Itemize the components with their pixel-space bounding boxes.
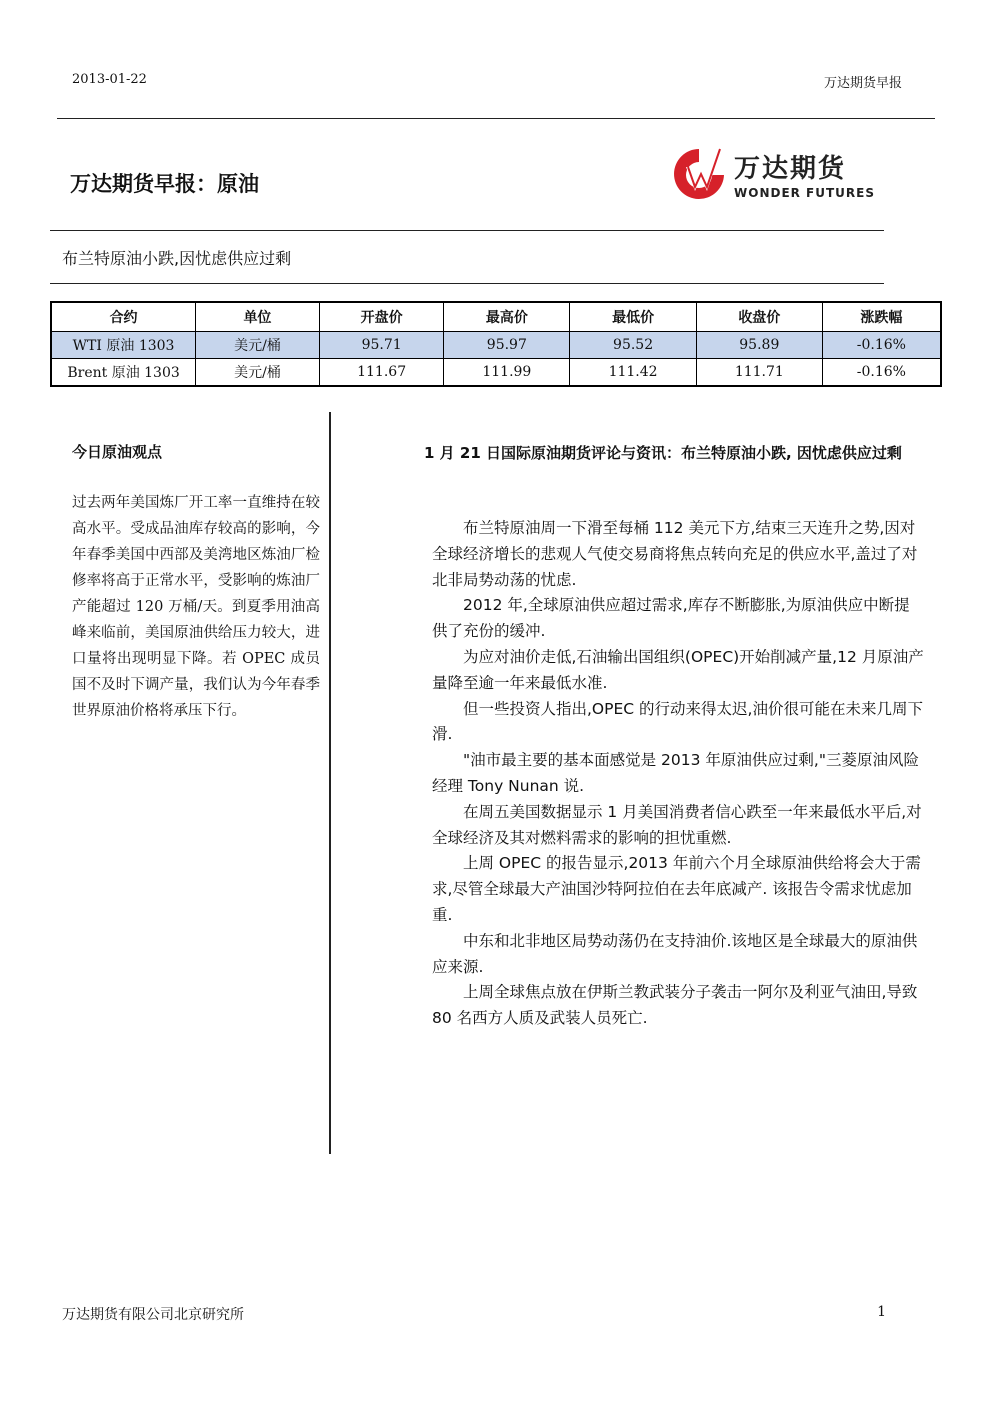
report-subtitle: 布兰特原油小跌,因忧虑供应过剩 — [62, 249, 292, 268]
page-title: 万达期货早报：原油 — [70, 172, 259, 196]
news-paragraph: 上周 OPEC 的报告显示,2013 年前六个月全球原油供给将会大于需求,尽管全球最大产油国沙特阿拉伯在去年底减产. 该报告令需求忧虑加重. — [432, 854, 921, 924]
cell-change: -0.16% — [822, 359, 941, 387]
cell-close: 111.71 — [696, 359, 822, 387]
page-number: 1 — [877, 1304, 886, 1320]
news-body — [432, 516, 924, 1032]
col-header-unit: 单位 — [196, 302, 320, 332]
table-row — [51, 332, 941, 359]
cell-contract: Brent 原油 1303 — [51, 359, 196, 387]
news-paragraph: 在周五美国数据显示 1 月美国消费者信心跌至一年来最低水平后,对全球经济及其对燃料需求的影响的担忧重燃. — [432, 802, 922, 847]
news-paragraph: 2012 年,全球原油供应超过需求,库存不断膨胀,为原油供应中断提供了充份的缓冲. — [432, 596, 910, 641]
cell-high: 95.97 — [444, 332, 570, 359]
cell-open: 111.67 — [319, 359, 444, 387]
logo-text-en: WONDER FUTURES — [734, 186, 876, 200]
view-heading: 今日原油观点 — [72, 443, 163, 461]
footer-company: 万达期货有限公司北京研究所 — [62, 1307, 244, 1323]
news-heading: 1 月 21 日国际原油期货评论与资讯：布兰特原油小跌, 因忧虑供应过剩 — [424, 444, 902, 462]
news-paragraph: "油市最主要的基本面感觉是 2013 年原油供应过剩,"三菱原油风险经理 Tony Nunan 说. — [432, 751, 919, 795]
cell-change: -0.16% — [822, 332, 941, 359]
price-table — [50, 301, 942, 387]
cell-contract: WTI 原油 1303 — [51, 332, 196, 359]
cell-unit: 美元/桶 — [196, 332, 320, 359]
logo-mark-icon — [668, 143, 730, 205]
cell-open: 95.71 — [319, 332, 444, 359]
view-body: 过去两年美国炼厂开工率一直维持在较高水平。受成品油库存较高的影响，今年春季美国中西部及美湾地区炼油厂检修率将高于正常水平，受影响的炼油厂产能超过 120 万桶/天。到夏季用油高峰来临前，美国原油供给压力较大，进口量将出现明显下降。若 OPEC 成员国不及时下调产量，我们认为今年春季世界原油价格将承压下行。 — [72, 495, 320, 719]
news-paragraph: 中东和北非地区局势动荡仍在支持油价.该地区是全球最大的原油供应来源. — [432, 931, 918, 976]
col-header-open: 开盘价 — [319, 302, 444, 332]
header-brand: 万达期货早报 — [823, 76, 902, 91]
col-header-change: 涨跌幅 — [822, 302, 941, 332]
news-paragraph: 为应对油价走低,石油输出国组织(OPEC)开始削减产量,12 月原油产量降至逾一年来最低水准. — [432, 647, 924, 692]
report-date: 2013-01-22 — [72, 72, 147, 87]
cell-unit: 美元/桶 — [196, 359, 320, 387]
col-header-contract: 合约 — [51, 302, 196, 332]
cell-low: 95.52 — [570, 332, 697, 359]
news-paragraph: 上周全球焦点放在伊斯兰教武装分子袭击一阿尔及利亚气油田,导致 80 名西方人质及武装人员死亡. — [432, 983, 918, 1028]
cell-close: 95.89 — [696, 332, 822, 359]
column-divider — [329, 412, 331, 1154]
table-header-row — [51, 302, 941, 332]
cell-low: 111.42 — [570, 359, 697, 387]
cell-high: 111.99 — [444, 359, 570, 387]
title-rule — [50, 230, 884, 231]
col-header-low: 最低价 — [570, 302, 697, 332]
table-row — [51, 359, 941, 387]
news-paragraph: 布兰特原油周一下滑至每桶 112 美元下方,结束三天连升之势,因对全球经济增长的悲观人气使交易商将焦点转向充足的供应水平,盖过了对北非局势动荡的忧虑. — [432, 519, 918, 589]
col-header-close: 收盘价 — [696, 302, 822, 332]
subtitle-rule — [50, 283, 884, 284]
news-paragraph: 但一些投资人指出,OPEC 的行动来得太迟,油价很可能在未来几周下滑. — [432, 699, 923, 744]
header-rule — [57, 118, 935, 119]
logo-text-cn: 万达期货 — [734, 154, 847, 184]
col-header-high: 最高价 — [444, 302, 570, 332]
